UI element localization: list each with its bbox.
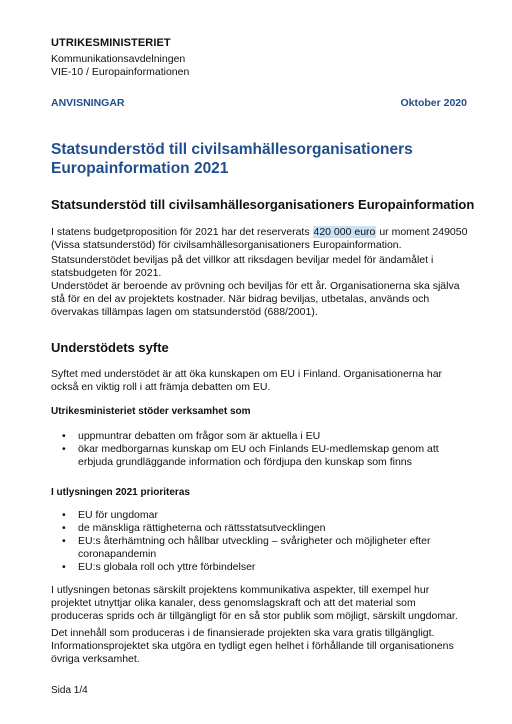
section2-paragraph-3: Det innehåll som produceras i de finansierade projekten ska vara gratis tillgängligt. Informationsprojektet ska utgöra en tydligt egen helhet i förhållande till organisationens övriga verksamhet. (51, 627, 454, 665)
dept-line-2: VIE-10 / Europainformationen (51, 66, 190, 78)
document-title: Statsunderstöd till civilsamhällesorganisationers Europainformation 2021 (51, 141, 413, 177)
section2-paragraph-2: I utlysningen betonas särskilt projektens kommunikativa aspekter, till exempel hur projektet utnyttjar olika kanaler, dess genomslagskraft och att det material som produceras sprids och är tillgängligt för en så stor publik som möjligt, särskilt ungdomar. (51, 584, 458, 622)
priority-list (51, 509, 461, 574)
support-list (51, 430, 461, 469)
section2-paragraph-1: Syftet med understödet är att öka kunskapen om EU i Finland. Organisationerna har också en viktig roll i att främja debatten om EU. (51, 368, 443, 393)
p1-text-before: I statens budgetproposition för 2021 har det reserverats (51, 226, 310, 238)
subheading-priorities: I utlysningen 2021 prioriteras (51, 487, 190, 498)
list-item: • de mänskliga rättigheterna och rättsstatsutvecklingen (51, 522, 461, 535)
subheading-supports: Utrikesministeriet stöder verksamhet som (51, 406, 251, 417)
page-number: Sida 1/4 (51, 685, 88, 696)
section1-paragraph-3: Understödet är beroende av prövning och beviljas för ett år. Organisationerna ska själva stå för en del av projektets kostnader. När bidrag beviljas, utbetalas, används och övervakas tillämpas lagen om statsunderstöd (688/2001). (51, 280, 460, 318)
section2-heading: Understödets syfte (51, 340, 169, 355)
list-item: • uppmuntrar debatten om frågor som är aktuella i EU (51, 430, 461, 443)
list-item: • ökar medborgarnas kunskap om EU och Finlands EU-medlemskap genom att erbjuda grundläggande information och fördjupa den kunskap som finns (51, 443, 461, 469)
list-item: • EU:s globala roll och yttre förbindelser (51, 561, 461, 574)
org-name: UTRIKESMINISTERIET (51, 37, 171, 49)
doc-type: ANVISNINGAR (51, 97, 125, 109)
doc-date: Oktober 2020 (400, 97, 467, 109)
p1-text-after: ur moment 249050 (Vissa statsunderstöd) för civilsamhällesorganisationers Europainformation. (51, 226, 468, 251)
list-item: • EU:s återhämtning och hållbar utveckling – svårigheter och möjligheter efter coronapandemin (51, 535, 461, 561)
section1-heading: Statsunderstöd till civilsamhällesorganisationers Europainformation (51, 197, 475, 212)
highlighted-amount: 420 000 euro (313, 226, 376, 238)
list-item: • EU för ungdomar (51, 509, 461, 522)
section1-paragraph-1 (51, 226, 469, 252)
section1-paragraph-2: Statsunderstödet beviljas på det villkor att riksdagen beviljar medel för ändamålet i statsbudgeten för 2021. (51, 254, 434, 279)
dept-line-1: Kommunikationsavdelningen (51, 53, 186, 65)
